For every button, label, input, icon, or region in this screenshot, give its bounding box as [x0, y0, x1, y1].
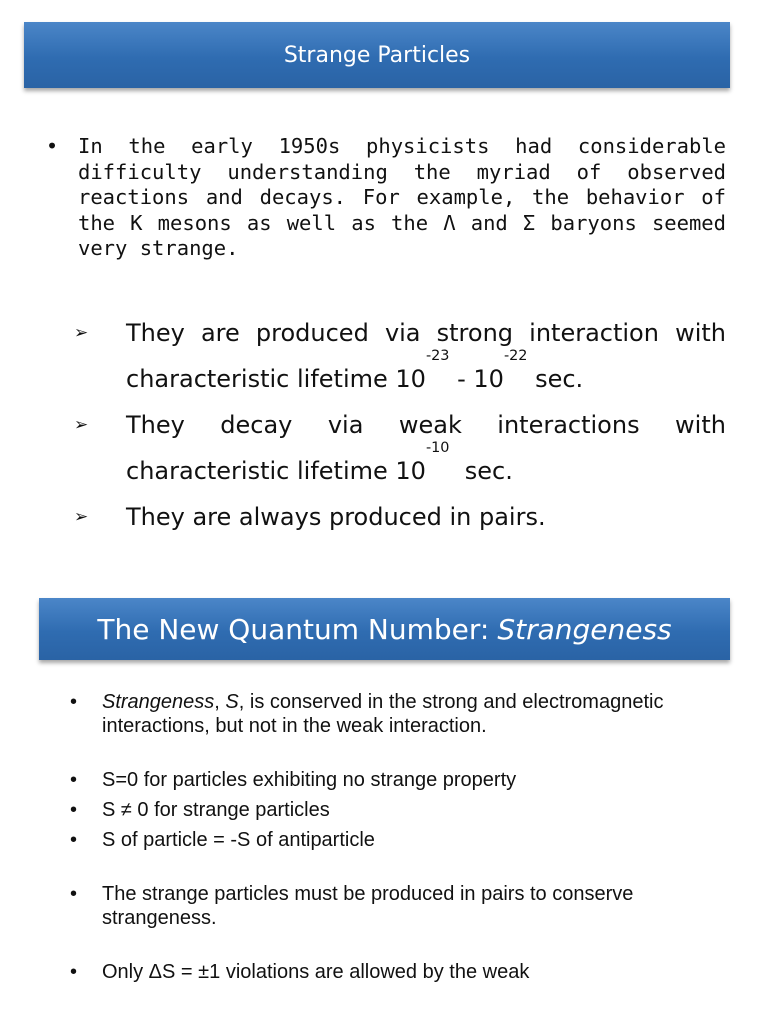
word: decay	[220, 411, 293, 439]
item-text: S of particle = -S of antiparticle	[102, 829, 375, 851]
list-item	[70, 882, 710, 930]
list-item	[70, 768, 710, 792]
slide-title-emphasis: Strangeness	[497, 612, 672, 646]
word: via	[327, 411, 364, 439]
pairs-text: They are always produced in pairs.	[126, 503, 546, 531]
list-item	[70, 798, 710, 822]
lifetime-text: sec.	[527, 365, 584, 393]
bullet-icon: •	[46, 134, 59, 158]
list-item	[70, 690, 710, 738]
item-text: , is conserved in the strong and electromagnetic interactions, but not in the weak interaction.	[102, 691, 664, 737]
bullet-icon: •	[70, 883, 78, 905]
bullet-icon: •	[70, 799, 78, 821]
arrow-bullet-icon: ➢	[74, 323, 89, 343]
word: are	[200, 319, 240, 347]
bullet-icon: •	[70, 769, 78, 791]
slide-title: Strange Particles	[283, 42, 471, 68]
arrow-bullet-strong	[74, 310, 726, 402]
arrow-bullet-list	[74, 310, 726, 540]
term: Strangeness	[102, 691, 215, 713]
bullet-icon: •	[70, 829, 78, 851]
strangeness-bullet-list	[70, 690, 710, 984]
lifetime-text: - 10	[449, 365, 504, 393]
arrow-bullet-line	[126, 348, 726, 402]
term-symbol: S	[225, 691, 239, 713]
arrow-bullet-weak	[74, 402, 726, 494]
exponent: -10	[425, 440, 450, 456]
arrow-bullet-pairs	[74, 494, 726, 540]
exponent: -22	[503, 348, 528, 364]
word: interactions	[497, 411, 640, 439]
slide-title-banner	[24, 22, 730, 88]
word: weak	[398, 411, 462, 439]
bullet-icon: •	[70, 691, 78, 713]
lifetime-text: sec.	[449, 457, 513, 485]
word: via	[384, 319, 421, 347]
word: They	[126, 411, 185, 439]
word: with	[675, 411, 726, 439]
word: interaction	[529, 319, 659, 347]
intro-text: In the early 1950s physicists had considerable difficulty understanding the myriad of observed reactions and decays. For example, the behavior of the K mesons as well as the Λ and Σ baryons seemed very strange.	[78, 134, 726, 260]
word: They	[126, 319, 185, 347]
arrow-bullet-line	[126, 440, 726, 494]
exponent: -23	[425, 348, 450, 364]
arrow-bullet-icon: ➢	[74, 507, 89, 527]
bullet-icon: •	[70, 961, 78, 983]
list-item	[70, 828, 710, 852]
lifetime-text: characteristic lifetime 10	[126, 365, 426, 393]
slide-title-banner	[39, 598, 730, 660]
list-item	[70, 960, 710, 984]
slide-title: The New Quantum Number:	[97, 612, 490, 646]
item-text: S ≠ 0 for strange particles	[102, 799, 330, 821]
item-text: S=0 for particles exhibiting no strange property	[102, 769, 517, 791]
separator: ,	[214, 691, 226, 713]
arrow-bullet-line	[126, 494, 726, 540]
word: with	[675, 319, 726, 347]
item-text: The strange particles must be produced in pairs to conserve strangeness.	[102, 883, 634, 929]
arrow-bullet-icon: ➢	[74, 415, 89, 435]
item-text: Only ΔS = ±1 violations are allowed by the weak	[102, 961, 530, 983]
lifetime-text: characteristic lifetime 10	[126, 457, 426, 485]
word: produced	[255, 319, 369, 347]
word: strong	[436, 319, 514, 347]
